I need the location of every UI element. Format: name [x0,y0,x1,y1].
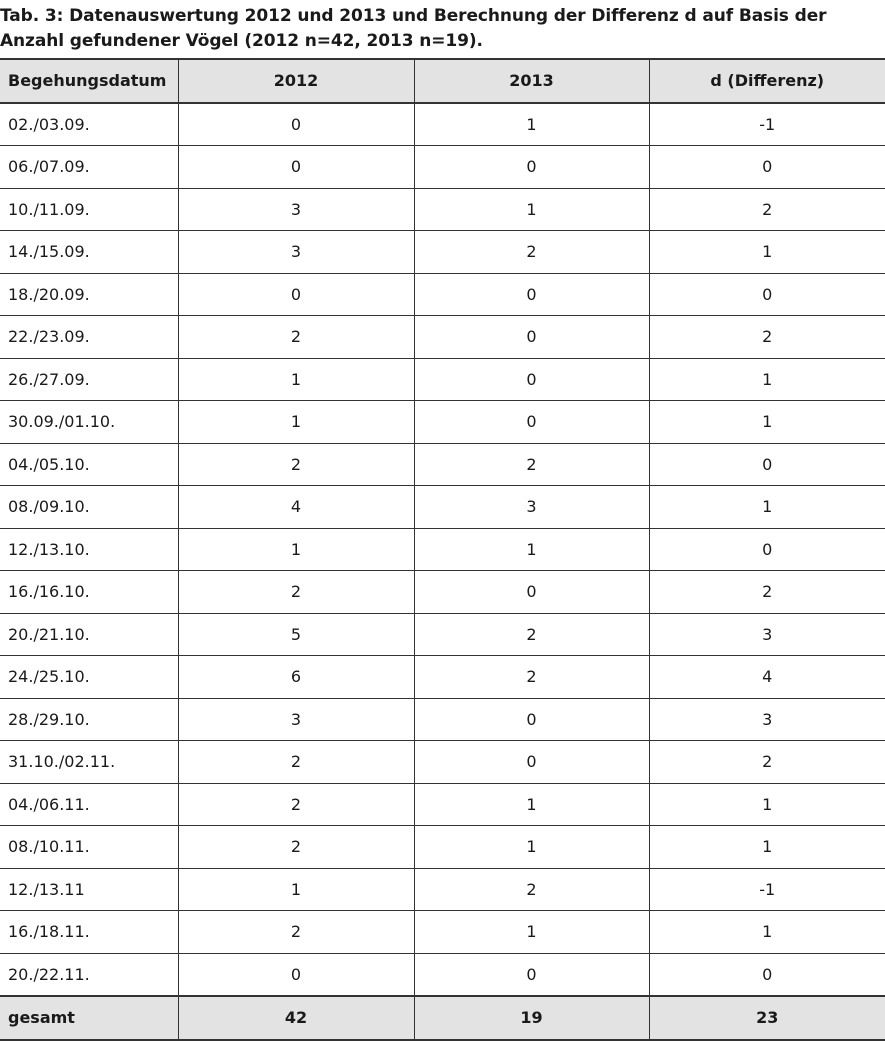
cell-2013: 0 [414,316,649,359]
cell-differenz: 0 [649,953,885,996]
cell-differenz: 2 [649,188,885,231]
cell-2012: 2 [178,783,414,826]
header-differenz: d (Differenz) [649,59,885,103]
cell-2012: 2 [178,316,414,359]
table-row [0,953,885,996]
cell-date: 20./21.10. [0,613,178,656]
cell-2012: 1 [178,358,414,401]
cell-differenz: 2 [649,316,885,359]
table-row [0,401,885,444]
cell-2013: 0 [414,571,649,614]
cell-2013: 0 [414,401,649,444]
cell-2012: 2 [178,911,414,954]
cell-2012: 1 [178,528,414,571]
cell-2012: 4 [178,486,414,529]
cell-date: 24./25.10. [0,656,178,699]
cell-date: 04./06.11. [0,783,178,826]
cell-2012: 2 [178,443,414,486]
cell-differenz: 1 [649,358,885,401]
cell-differenz: -1 [649,103,885,146]
cell-differenz: 0 [649,528,885,571]
table-row [0,358,885,401]
total-differenz: 23 [649,996,885,1040]
cell-2012: 3 [178,698,414,741]
cell-2013: 1 [414,188,649,231]
cell-2013: 0 [414,146,649,189]
table-body [0,103,885,997]
cell-2012: 3 [178,231,414,274]
cell-2013: 1 [414,911,649,954]
total-2013: 19 [414,996,649,1040]
cell-2013: 0 [414,741,649,784]
table-row [0,486,885,529]
cell-2012: 6 [178,656,414,699]
cell-date: 10./11.09. [0,188,178,231]
cell-2012: 2 [178,571,414,614]
header-2012: 2012 [178,59,414,103]
cell-2012: 2 [178,741,414,784]
table-row [0,868,885,911]
total-2012: 42 [178,996,414,1040]
table-row [0,443,885,486]
cell-2013: 0 [414,953,649,996]
table-row [0,103,885,146]
cell-2012: 0 [178,273,414,316]
table-row [0,826,885,869]
cell-2013: 1 [414,103,649,146]
table-row [0,146,885,189]
table-row [0,613,885,656]
cell-differenz: 3 [649,698,885,741]
table-row [0,316,885,359]
cell-2013: 0 [414,698,649,741]
cell-2012: 3 [178,188,414,231]
cell-2012: 0 [178,103,414,146]
cell-differenz: 1 [649,826,885,869]
table-row [0,188,885,231]
cell-2012: 1 [178,868,414,911]
cell-2013: 2 [414,613,649,656]
cell-2012: 5 [178,613,414,656]
cell-date: 04./05.10. [0,443,178,486]
table-row [0,273,885,316]
data-table [0,58,885,1041]
cell-2013: 0 [414,273,649,316]
cell-differenz: 2 [649,571,885,614]
cell-2012: 0 [178,953,414,996]
table-row [0,528,885,571]
total-row [0,996,885,1040]
header-begehungsdatum: Begehungsdatum [0,59,178,103]
cell-date: 06./07.09. [0,146,178,189]
table-row [0,656,885,699]
header-2013: 2013 [414,59,649,103]
cell-2013: 2 [414,868,649,911]
cell-date: 31.10./02.11. [0,741,178,784]
cell-date: 14./15.09. [0,231,178,274]
cell-2013: 0 [414,358,649,401]
cell-date: 18./20.09. [0,273,178,316]
cell-2013: 1 [414,826,649,869]
cell-2012: 2 [178,826,414,869]
table-row [0,231,885,274]
table-row [0,741,885,784]
table-row [0,783,885,826]
table-row [0,571,885,614]
cell-date: 20./22.11. [0,953,178,996]
table-row [0,911,885,954]
cell-date: 08./09.10. [0,486,178,529]
cell-date: 16./16.10. [0,571,178,614]
cell-date: 28./29.10. [0,698,178,741]
cell-date: 30.09./01.10. [0,401,178,444]
cell-2013: 1 [414,528,649,571]
cell-date: 16./18.11. [0,911,178,954]
cell-2013: 2 [414,231,649,274]
cell-differenz: 1 [649,486,885,529]
cell-2012: 0 [178,146,414,189]
cell-differenz: 0 [649,443,885,486]
cell-date: 08./10.11. [0,826,178,869]
cell-differenz: 1 [649,911,885,954]
cell-differenz: -1 [649,868,885,911]
header-row [0,59,885,103]
cell-date: 22./23.09. [0,316,178,359]
cell-2013: 3 [414,486,649,529]
cell-differenz: 2 [649,741,885,784]
cell-differenz: 1 [649,401,885,444]
cell-differenz: 4 [649,656,885,699]
cell-date: 12./13.10. [0,528,178,571]
total-label: gesamt [0,996,178,1040]
cell-date: 12./13.11 [0,868,178,911]
cell-date: 02./03.09. [0,103,178,146]
cell-differenz: 1 [649,231,885,274]
cell-2013: 2 [414,656,649,699]
cell-2013: 2 [414,443,649,486]
cell-2013: 1 [414,783,649,826]
cell-date: 26./27.09. [0,358,178,401]
cell-differenz: 1 [649,783,885,826]
cell-2012: 1 [178,401,414,444]
cell-differenz: 0 [649,146,885,189]
cell-differenz: 3 [649,613,885,656]
cell-differenz: 0 [649,273,885,316]
table-row [0,698,885,741]
table-caption: Tab. 3: Datenauswertung 2012 und 2013 und Berechnung der Differenz d auf Basis der Anzahl gefundener Vögel (2012 n=42, 2013 n=19). [0,6,827,51]
